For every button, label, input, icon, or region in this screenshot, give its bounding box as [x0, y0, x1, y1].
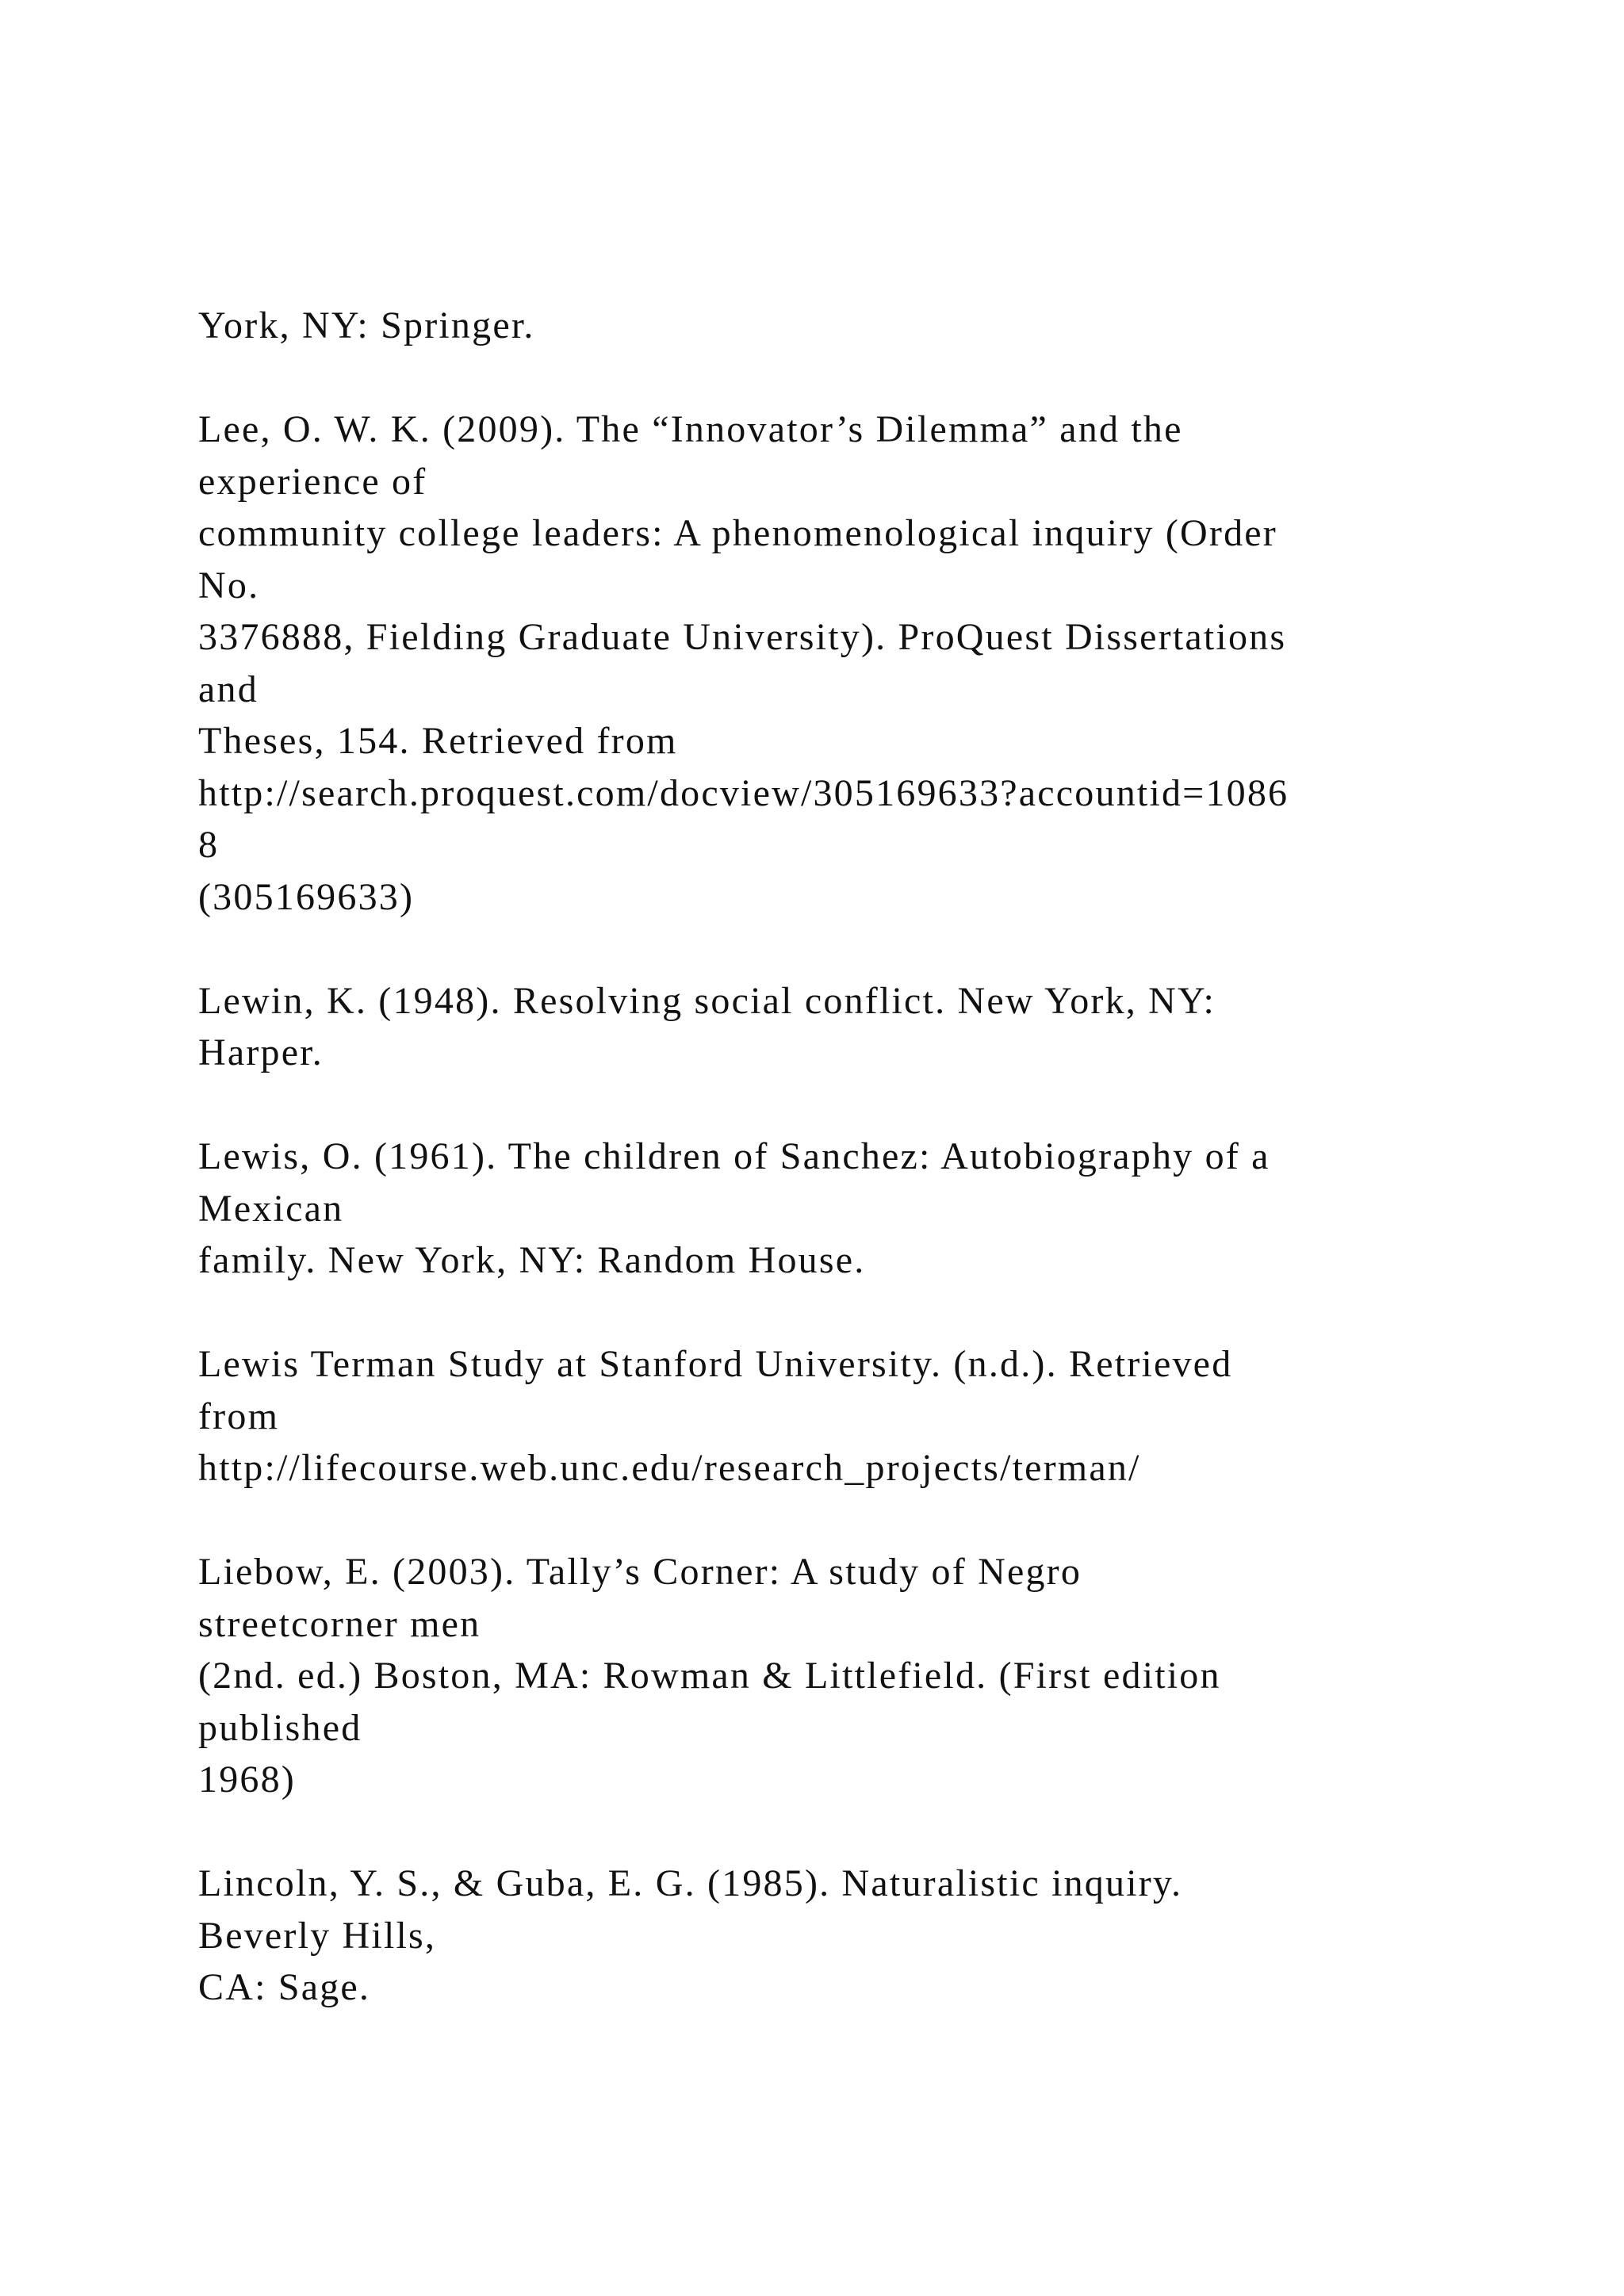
text-line: Lewis Terman Study at Stanford University. (n.d.). Retrieved: [198, 1343, 1233, 1385]
text-line: 1968): [198, 1758, 296, 1800]
blank-line: [198, 1806, 1507, 1858]
text-line: 8: [198, 824, 220, 866]
text-line: Lewin, K. (1948). Resolving social conflict. New York, NY:: [198, 979, 1216, 1022]
text-line: CA: Sage.: [198, 1966, 371, 2008]
text-line: Lincoln, Y. S., & Guba, E. G. (1985). Naturalistic inquiry.: [198, 1862, 1183, 1904]
blank-line: [198, 1079, 1507, 1131]
text-line: Lewis, O. (1961). The children of Sanchez: Autobiography of a: [198, 1135, 1270, 1177]
text-line: Theses, 154. Retrieved from: [198, 720, 678, 762]
text-line: family. New York, NY: Random House.: [198, 1239, 866, 1281]
reference-list: [198, 300, 1507, 2014]
text-line: http://search.proquest.com/docview/305169633?accountid=1086: [198, 771, 1289, 814]
text-line: (305169633): [198, 875, 415, 918]
text-line: Mexican: [198, 1187, 344, 1230]
text-line: published: [198, 1706, 362, 1749]
text-line: No.: [198, 564, 260, 607]
text-line: York, NY: Springer.: [198, 304, 535, 346]
text-line: Beverly Hills,: [198, 1914, 437, 1957]
text-line: http://lifecourse.web.unc.edu/research_projects/terman/: [198, 1447, 1141, 1489]
blank-line: [198, 923, 1507, 975]
text-line: (2nd. ed.) Boston, MA: Rowman & Littlefield. (First edition: [198, 1655, 1221, 1697]
text-line: Liebow, E. (2003). Tally’s Corner: A study of Negro: [198, 1551, 1082, 1593]
text-line: community college leaders: A phenomenological inquiry (Order: [198, 512, 1277, 554]
text-line: 3376888, Fielding Graduate University). ProQuest Dissertations: [198, 616, 1287, 658]
blank-line: [198, 1494, 1507, 1547]
text-line: experience of: [198, 460, 427, 503]
text-line: Lee, O. W. K. (2009). The “Innovator’s Dilemma” and the: [198, 408, 1183, 450]
text-line: Harper.: [198, 1031, 324, 1073]
blank-line: [198, 1287, 1507, 1339]
text-line: and: [198, 668, 259, 710]
blank-line: [198, 352, 1507, 404]
text-line: streetcorner men: [198, 1602, 481, 1645]
text-line: from: [198, 1395, 280, 1437]
